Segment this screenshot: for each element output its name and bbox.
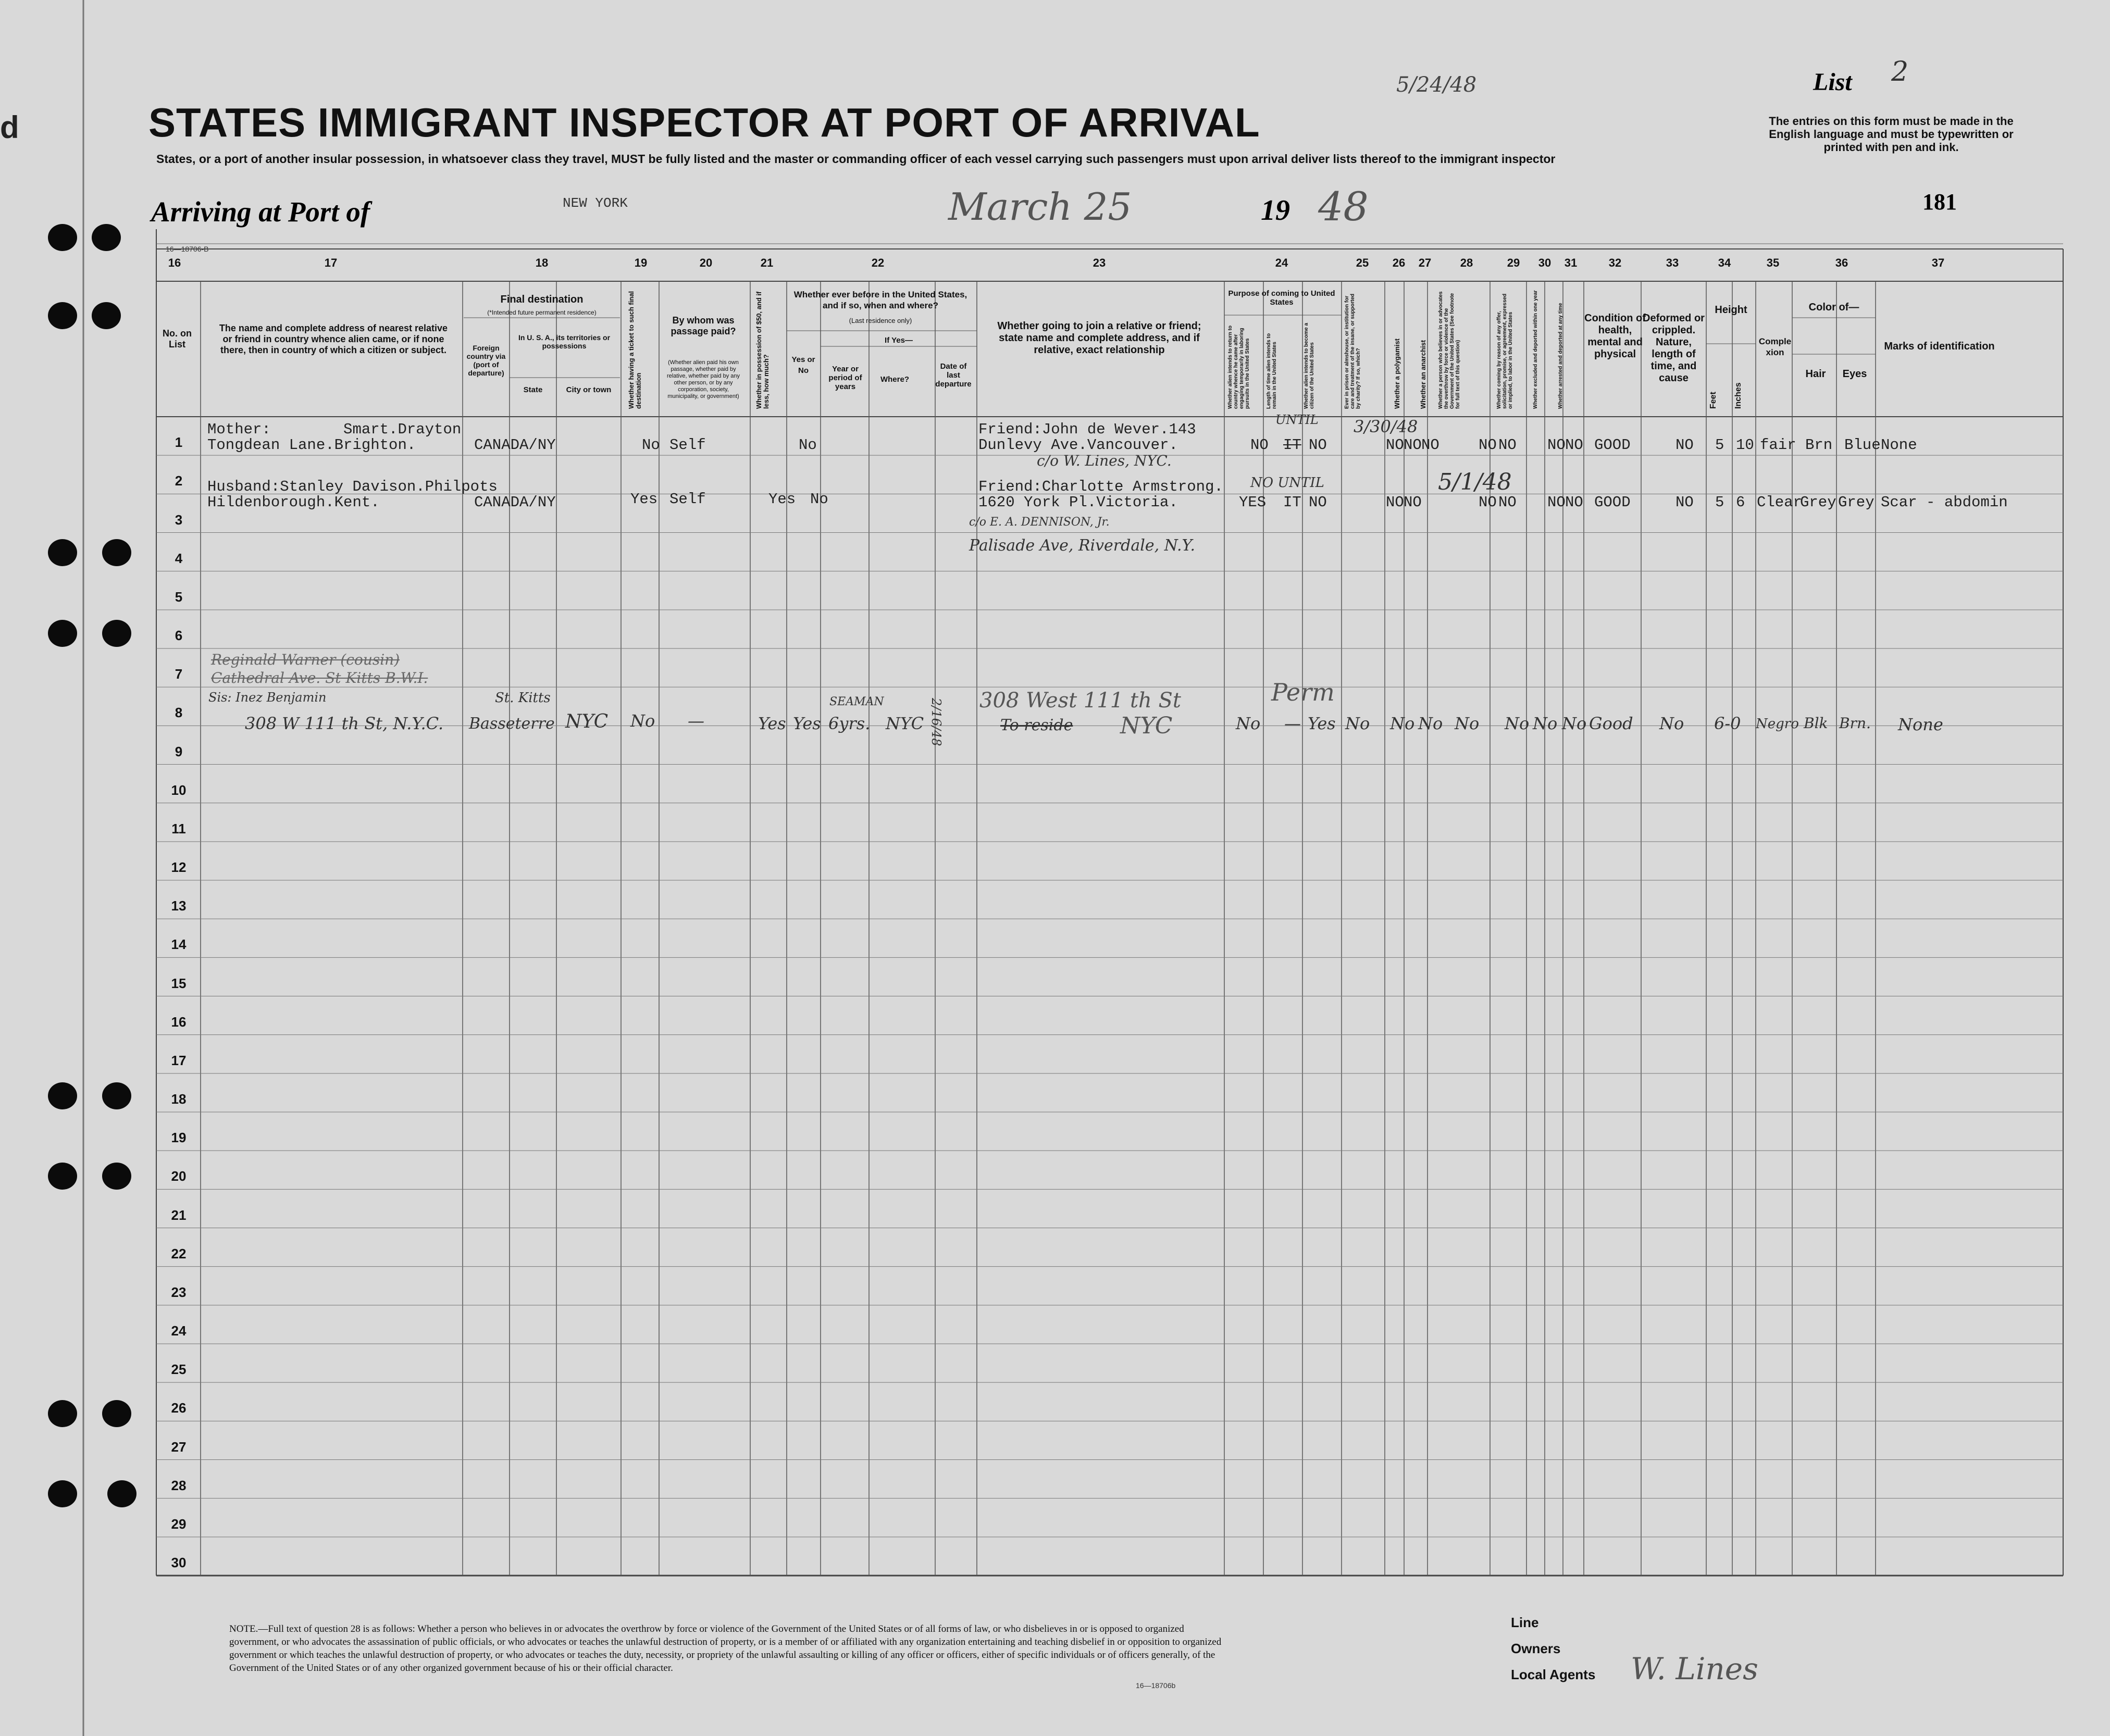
hdr-color-of: Color of— [1808,302,1859,313]
r8-join-2: To reside [1000,716,1073,734]
hdr-feet: Feet [1709,392,1718,409]
r2-c27: NO [1404,494,1422,511]
col-num-27: 27 [1418,256,1432,269]
r8-foreign-2: Basseterre [469,715,555,733]
hdr-passage-sub: (Whether alien paid his own passage, whether paid by relative, whether paid by any other person, or by any corporation, society, municipality, or government) [666,359,740,399]
row-number: 5 [175,589,183,605]
r1-deformed: NO [1675,436,1694,454]
punch-hole-icon [102,1082,131,1109]
r8-join-3: NYC [1120,713,1173,739]
row-number: 21 [171,1207,187,1223]
footer-line-label: Line [1511,1615,1539,1630]
list-label: List [1813,68,1852,96]
r8-c28: No [1455,714,1480,733]
hdr-period: Year or period of years [828,365,862,391]
row-number: 9 [175,743,183,759]
punch-hole-icon [92,302,121,329]
r1-relative-1: Mother: Smart.Drayton [207,421,462,438]
hdr-health: Condition of health, mental and physical [1584,313,1646,360]
footer-form-code: 16—18706b [1136,1681,1176,1690]
r2-health: GOOD [1594,494,1631,511]
row-number: 20 [171,1168,187,1184]
hdr-state: State [523,385,543,394]
r8-c31: No [1562,714,1587,733]
year-suffix: 48 [1318,183,1369,230]
row-number: 23 [171,1284,187,1300]
hdr-polygamist: Whether a polygamist [1393,338,1401,409]
r8-paid: — [688,711,704,731]
row-number: 11 [171,820,186,836]
row-number: 19 [171,1130,187,1146]
r8-marks: None [1898,715,1943,734]
r8-c26: No [1390,714,1415,733]
hdr-date-departure: Date of last departure [935,362,972,389]
r8-purpose-b: — [1284,714,1301,733]
hdr-overthrow: Whether a person who believes in or advocates the overthrow by force or violence of the Government of the United States (See footnote for full text of this question) [1438,291,1461,409]
left-margin-fragment: d [0,110,19,145]
r1-c29: NO [1498,436,1517,454]
punch-hole-icon [92,224,121,251]
row-number: 30 [171,1555,187,1570]
r8-hair: Blk [1804,715,1828,732]
r8-relative-1: Sis: Inez Benjamin [208,690,327,705]
row-number: 1 [175,434,183,451]
r2-deformed: NO [1675,494,1694,511]
r8-fifty: Yes [758,714,786,733]
hdr-ever-before-sub: (Last residence only) [849,317,912,324]
col-num-33: 33 [1666,256,1679,269]
punch-hole-icon [48,620,77,647]
r8-eyes: Brn. [1839,715,1871,732]
r1-eyes: Blue [1844,436,1881,454]
r8-date: 2/16/48 [929,698,944,746]
r2-join-1: Friend:Charlotte Armstrong. [978,478,1223,495]
punch-hole-icon [102,620,131,647]
r1-join-2: Dunlevy Ave.Vancouver. [978,436,1178,454]
hdr-excluded: Whether excluded and deported within one year [1533,290,1538,409]
col-num-22: 22 [871,256,885,269]
r2-join-hand-2: Palisade Ave, Riverdale, N.Y. [969,536,1195,555]
punch-hole-icon [48,1082,77,1109]
col-num-21: 21 [760,256,774,269]
row-number: 7 [175,666,183,682]
hdr-purpose-a: Whether alien intends to return to country whence he came after engaging temporarily in laboring pursuits in the United States [1227,325,1250,409]
r1-join-hand: c/o W. Lines, NYC. [1037,452,1172,469]
r8-purpose-hand: Perm [1271,678,1335,706]
hdr-deformed: Deformed or crippled. Nature, length of time, and cause [1643,313,1705,384]
row-number: 16 [171,1014,187,1030]
r8-purpose: No [1236,714,1261,733]
hdr-height: Height [1715,304,1747,316]
r2-c28: NO [1479,494,1497,511]
col-num-36: 36 [1835,256,1848,269]
r1-c26: NO [1386,436,1404,454]
r2-c31: NO [1565,494,1583,511]
hdr-if-yes: If Yes— [885,336,913,345]
r8-c30: No [1533,714,1558,733]
hdr-where: Where? [880,375,909,384]
r2-join-hand-1: c/o E. A. DENNISON, Jr. [969,516,1110,529]
r8-relative-2: 308 W 111 th St, N.Y.C. [245,714,444,733]
row-number: 28 [171,1477,187,1493]
r1-until-date: 3/30/48 [1354,417,1418,436]
hdr-city: City or town [566,385,612,394]
r2-ticket: Yes [630,491,658,508]
r1-marks: None [1881,436,1917,454]
r1-purpose-c: NO [1309,436,1327,454]
r8-deformed: No [1659,714,1684,733]
r1-c27: NO [1404,436,1422,454]
punch-hole-icon [48,302,77,329]
r8-foreign: St. Kitts [495,690,551,706]
hdr-ticket: Whether having a ticket to such final destination [627,291,642,409]
col-num-26: 26 [1392,256,1406,269]
row-number: 29 [171,1516,187,1532]
agents-signature: W. Lines [1631,1651,1758,1687]
col-num-31: 31 [1564,256,1578,269]
punch-hole-icon [102,1400,131,1427]
r2-purpose-c: NO [1309,494,1327,511]
hdr-ever-before: Whether ever before in the United States, and if so, when and where? [793,290,967,310]
r8-seaman: SEAMAN [829,695,884,708]
r2-purpose-b: IT [1283,494,1301,511]
row-number: 13 [171,898,187,914]
r8-c25: No [1345,714,1370,733]
footer-agents-label: Local Agents [1511,1667,1596,1682]
r2-marks: Scar - abdomin [1881,494,2008,511]
col-num-19: 19 [634,256,648,269]
r1-c30: NO [1547,436,1566,454]
hdr-arrested: Whether arrested and deported at any time [1558,303,1563,409]
hdr-passage: By whom was passage paid? [671,315,736,336]
r1-inches: 10 [1736,436,1754,454]
r2-c26: NO [1386,494,1404,511]
hdr-marks: Marks of identification [1884,341,1995,352]
r2-before: No [810,491,828,508]
r2-feet: 5 [1715,494,1724,511]
col-num-32: 32 [1608,256,1622,269]
punch-hole-icon [48,1480,77,1507]
r1-before: No [799,436,817,454]
r2-purpose-hand: NO UNTIL [1250,475,1324,491]
hdr-purpose-b: Length of time alien intends to remain in the United States [1266,333,1277,409]
r2-inches: 6 [1736,494,1745,511]
r8-where: NYC [886,714,924,733]
r7-relative-2: Cathedral Ave. St Kitts B.W.I. [211,669,428,686]
r2-paid: Self [669,491,706,508]
r2-relative-2: Hildenborough.Kent. [207,494,380,511]
r8-city: NYC [565,711,609,732]
col-num-17: 17 [324,256,338,269]
row-number: 4 [175,550,183,566]
row-number: 12 [171,859,187,875]
footnote: NOTE.—Full text of question 28 is as follows: Whether a person who believes in or advocates the overthrow by force or violence of the Government of the United States or of all forms of law, or who disbelieves in or is opposed to organized government, or who advocates the assassination of public officials, or who advocates or teaches the unlawful destruction of property, or is a member of or affiliated with any organization entertaining and teaching disbelief in or opposition to organized government or which teaches the unlawful destruction of property, or who advocates or teaches the duty, necessity, or propriety of the unlawful assaulting or killing of any officer or officers, either of specific individuals or of officers generally, of the Government of the United States or of any other organized government because of his or their official character. [229,1623,1222,1673]
r2-join-2: 1620 York Pl.Victoria. [978,494,1178,511]
list-value: 2 [1891,56,1909,88]
r1-destination: CANADA/NY [474,436,556,454]
row-number: 18 [171,1091,187,1107]
col-num-16: 16 [168,256,181,269]
hdr-anarchist: Whether an anarchist [1419,340,1427,409]
row-number: 26 [171,1400,187,1416]
hdr-yes-no: Yes or No [791,355,815,375]
row-number: 15 [171,975,187,991]
punch-hole-icon [48,539,77,566]
page-number: 181 [1922,189,1957,215]
arriving-label: Arriving at Port of [151,196,370,228]
row-number: 10 [171,782,187,798]
punch-hole-icon [107,1480,136,1507]
row-number: 3 [175,511,183,528]
r1-purpose: NO [1250,436,1269,454]
year-prefix: 19 [1261,194,1290,227]
r8-c29: No [1505,714,1530,733]
r2-fifty: Yes [768,491,796,508]
r1-complexion: fair [1760,436,1796,454]
r1-c28: NO [1479,436,1497,454]
row-number: 22 [171,1245,187,1262]
r1-c31: NO [1565,436,1583,454]
r2-complexion: Clear [1757,494,1803,511]
col-num-23: 23 [1093,256,1106,269]
hdr-complexion: Complexion [1758,336,1792,357]
footer-owners-label: Owners [1511,1641,1561,1656]
row-number: 2 [175,473,183,489]
hdr-hair: Hair [1805,368,1826,380]
punch-hole-icon [102,539,131,566]
r1-until: UNTIL [1275,413,1319,427]
col-num-30: 30 [1538,256,1552,269]
row-number: 14 [171,936,187,953]
row-number: 25 [171,1362,187,1378]
row-number: 8 [175,705,183,721]
row-number: 6 [175,628,183,643]
r2-relative-1: Husband:Stanley Davison.Philpots [207,478,498,495]
hdr-final-destination-sub: (*Intended future permanent residence) [487,309,597,316]
hdr-prison: Ever in prison or almshouse, or institution for care and treatment of the insane, or supported by charity? If so, which? [1344,293,1361,409]
punch-hole-icon [102,1163,131,1190]
hdr-no-on-list: No. on List [163,328,192,349]
hdr-offer-labor: Whether coming by reason of any offer, solicitation, promise, or agreement, expressed or implied, to labor in the United States [1496,293,1513,409]
col-num-28: 28 [1460,256,1473,269]
col-num-18: 18 [535,256,549,269]
hdr-relative: The name and complete address of nearest relative or friend in country whence alien came, or if none there, then in country of which a citizen or subject. [219,323,448,355]
r1-purpose-struck: IT [1283,436,1301,454]
r1-hair: Brn [1805,436,1833,454]
r8-period: 6yrs. [828,714,871,733]
r2-destination: CANADA/NY [474,494,556,511]
hdr-fifty-dollars: Whether in possession of $50, and if less, how much? [755,291,770,409]
col-num-35: 35 [1766,256,1780,269]
col-num-20: 20 [699,256,713,269]
r8-before: Yes [793,714,821,733]
r2-until-date: 5/1/48 [1438,469,1512,495]
r2-hair: Grey [1800,494,1836,511]
col-num-34: 34 [1718,256,1731,269]
port-name: NEW YORK [563,195,628,211]
r8-purpose-c: Yes [1308,714,1336,733]
r1-relative-2: Tongdean Lane.Brighton. [207,436,416,454]
hdr-final-destination: Final destination [500,294,584,305]
punch-hole-icon [48,1163,77,1190]
r7-relative-1: Reginald Warner (cousin) [211,651,400,668]
r8-complexion: Negro [1756,716,1799,732]
row-number: 24 [171,1323,187,1339]
hdr-foreign-country: Foreign country via (port of departure) [466,344,506,377]
r2-c29: NO [1498,494,1517,511]
r1-ticket: No [642,436,660,454]
r1-feet: 5 [1715,436,1724,454]
r8-c27: No [1418,714,1443,733]
hdr-purpose: Purpose of coming to United States [1228,289,1335,307]
r2-eyes: Grey [1838,494,1875,511]
col-num-37: 37 [1931,256,1945,269]
r8-height: 6-0 [1714,714,1741,733]
page-subtitle: States, or a port of another insular possession, in whatsoever class they travel, MUST be fully listed and the master or commanding officer of each vessel carrying such passengers must upon arrival deliver lists thereof to the immigrant inspector [156,152,1556,166]
r1-paid: Self [669,436,706,454]
row-number: 27 [171,1439,187,1455]
r8-health: Good [1589,714,1633,733]
r8-ticket: No [630,711,655,731]
entries-note: The entries on this form must be made in the English language and must be typewritten or printed with pen and ink. [1769,115,2014,154]
arrival-date: March 25 [948,185,1132,229]
form-code: 16—18706-B [166,245,209,253]
r8-join-1: 308 West 111 th St [979,689,1181,713]
hdr-purpose-c: Whether alien intends to become a citizen of the United States [1304,322,1315,409]
hdr-inches: Inches [1734,382,1743,409]
r1-join-1: Friend:John de Wever.143 [978,421,1196,438]
hdr-join-relative: Whether going to join a relative or friend; state name and complete address, and if relative, exact relationship [997,320,1201,356]
punch-hole-icon [48,1400,77,1427]
r1-c27b: NO [1421,436,1439,454]
hdr-eyes: Eyes [1842,368,1867,380]
stamp-date: 5/24/48 [1396,73,1477,97]
col-num-29: 29 [1507,256,1520,269]
row-number: 17 [171,1052,187,1068]
col-num-24: 24 [1275,256,1288,269]
punch-hole-icon [48,224,77,251]
col-num-25: 25 [1356,256,1369,269]
r2-c30: NO [1547,494,1566,511]
r1-health: GOOD [1594,436,1631,454]
page-title: STATES IMMIGRANT INSPECTOR AT PORT OF ARRIVAL [148,99,1260,145]
hdr-usa: In U. S. A., its territories or possessions [518,333,611,350]
r2-purpose: YES [1239,494,1267,511]
